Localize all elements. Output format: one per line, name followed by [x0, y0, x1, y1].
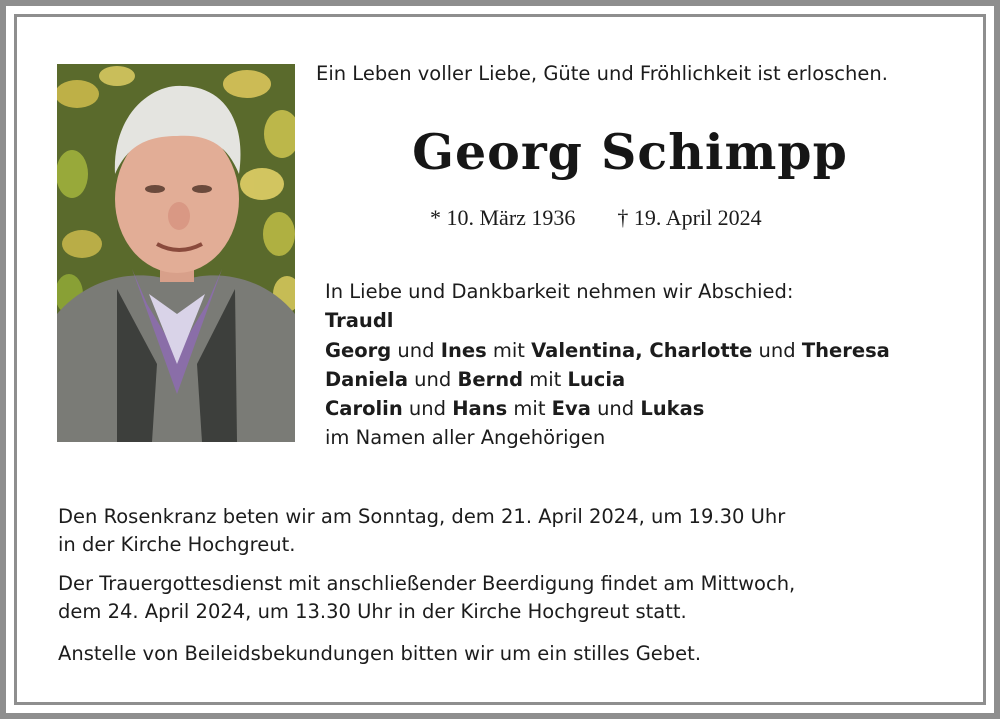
memorial-quote: Ein Leben voller Liebe, Güte und Fröhlichkeit ist erloschen. [316, 62, 888, 85]
family-connector: und [402, 397, 453, 421]
family-member-name: Theresa [801, 338, 890, 362]
family-member-name: , [635, 338, 650, 362]
family-line [325, 336, 890, 365]
family-member-name: Charlotte [649, 338, 753, 362]
life-dates [430, 204, 762, 232]
rosary-line: in der Kirche Hochgreut. [58, 533, 296, 556]
family-member-name: Traudl [325, 309, 394, 333]
rosary-line: Den Rosenkranz beten wir am Sonntag, dem 21. April 2024, um 19.30 Uhr [58, 505, 786, 528]
family-member-name: Carolin [325, 397, 403, 421]
family-connector: und [590, 397, 641, 421]
family-line [325, 423, 890, 452]
family-connector: und [752, 338, 802, 362]
family-list [325, 306, 890, 452]
deceased-name: Georg Schimpp [412, 123, 848, 181]
family-connector: mit [507, 397, 552, 421]
family-member-name: Lukas [640, 397, 705, 421]
portrait-photo [57, 64, 295, 442]
family-member-name: Ines [440, 338, 487, 362]
farewell-intro: In Liebe und Dankbarkeit nehmen wir Abschied: [325, 280, 794, 303]
family-member-name: Eva [551, 397, 591, 421]
rosary-info [58, 503, 785, 559]
family-member-name: Hans [452, 397, 508, 421]
family-connector: und [407, 367, 458, 391]
death-date: † 19. April 2024 [617, 205, 762, 230]
family-member-name: Lucia [567, 367, 626, 391]
family-section [325, 277, 890, 453]
condolence-request: Anstelle von Beileidsbekundungen bitten wir um ein stilles Gebet. [58, 642, 702, 665]
family-connector: im Namen aller Angehörigen [325, 426, 606, 450]
family-connector: und [391, 338, 441, 362]
family-member-name: Georg [325, 338, 392, 362]
service-line: dem 24. April 2024, um 13.30 Uhr in der Kirche Hochgreut statt. [58, 600, 687, 623]
service-line: Der Trauergottesdienst mit anschließender Beerdigung findet am Mittwoch, [58, 572, 796, 595]
family-connector: mit [486, 338, 532, 362]
family-line [325, 394, 890, 423]
family-connector: mit [523, 367, 568, 391]
family-member-name: Daniela [325, 367, 408, 391]
funeral-service-info [58, 570, 795, 626]
family-line [325, 365, 890, 394]
family-line [325, 306, 890, 335]
birth-date: * 10. März 1936 [430, 205, 576, 230]
family-member-name: Bernd [457, 367, 524, 391]
family-member-name: Valentina [531, 338, 636, 362]
